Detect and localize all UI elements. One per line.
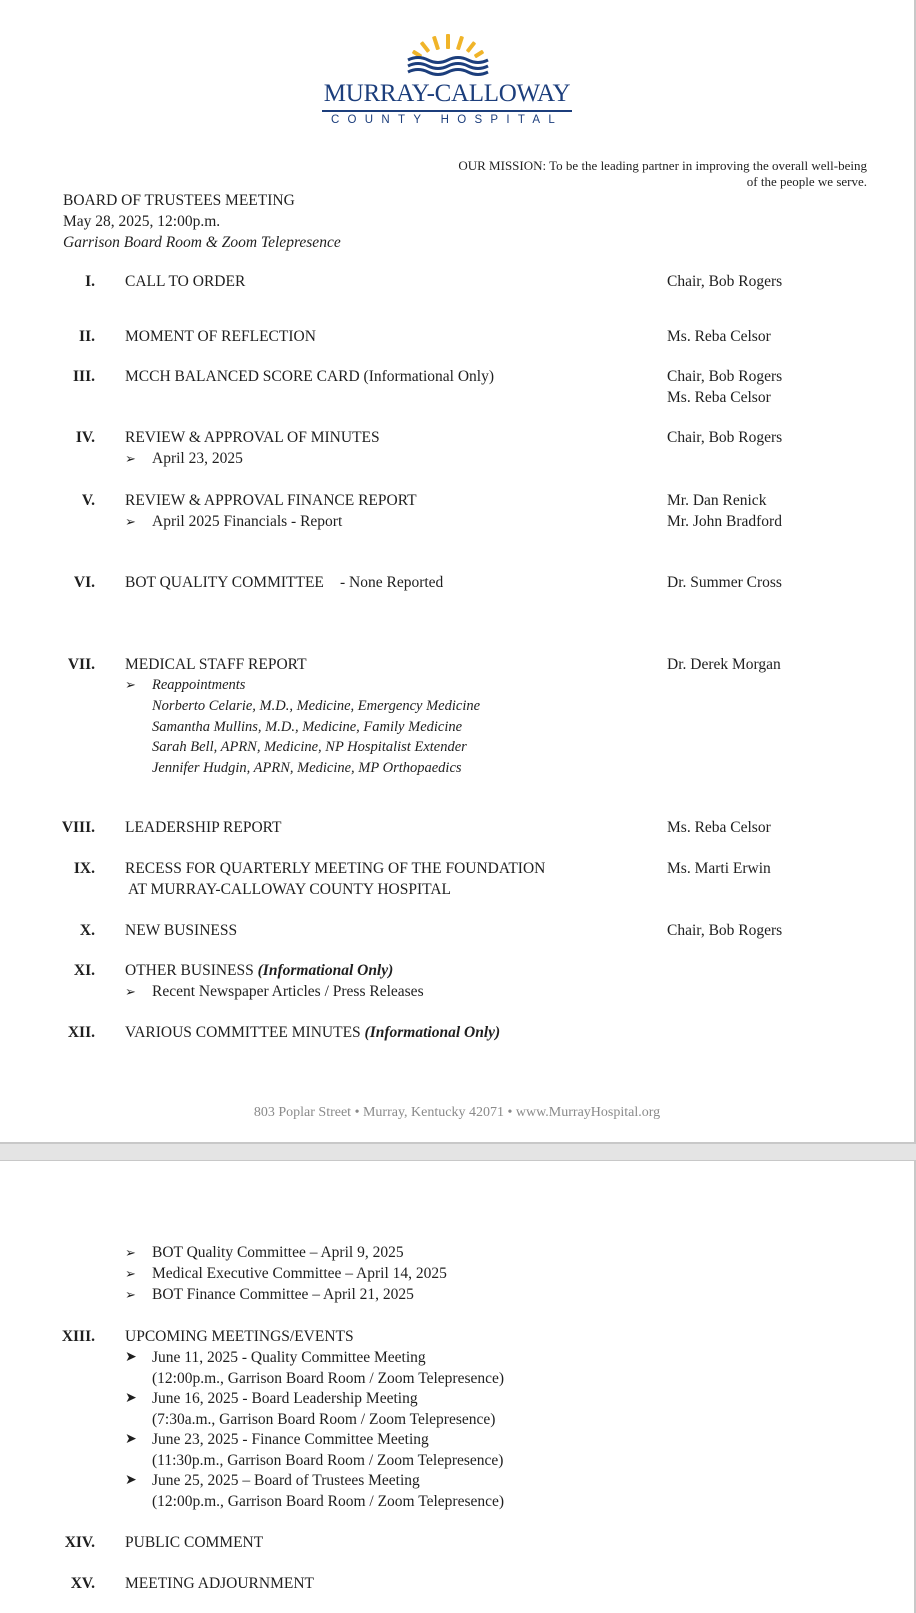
agenda-presenter: Dr. Derek Morgan	[667, 656, 781, 673]
mission-line-2: of the people we serve.	[746, 174, 867, 189]
logo-wordmark: MURRAY-CALLOWAY	[323, 80, 571, 107]
agenda-number: VII.	[67, 656, 95, 673]
appointee-name: Norberto Celarie, M.D., Medicine, Emergency Medicine	[152, 698, 481, 714]
agenda-presenter: Ms. Reba Celsor	[667, 328, 771, 345]
agenda-presenter: Ms. Reba Celsor	[667, 819, 771, 836]
agenda-item-title-line-2: AT MURRAY-CALLOWAY COUNTY HOSPITAL	[128, 881, 451, 898]
agenda-item-title: NEW BUSINESS	[125, 922, 238, 939]
arrowhead-bullet-icon: ➢	[125, 1245, 136, 1260]
agenda-subitem: Reappointments	[152, 677, 246, 693]
agenda-number: XII.	[67, 1024, 95, 1041]
event-detail: (12:00p.m., Garrison Board Room / Zoom Telepresence)	[152, 1370, 505, 1387]
agenda-number: XV.	[70, 1575, 95, 1592]
logo-divider	[322, 110, 572, 112]
agenda-item-title-row	[125, 1023, 500, 1043]
agenda-presenter: Chair, Bob Rogers	[667, 273, 783, 290]
event-detail: (12:00p.m., Garrison Board Room / Zoom Telepresence)	[152, 1493, 505, 1510]
agenda-presenter: Chair, Bob Rogers	[667, 429, 783, 446]
meeting-title: BOARD OF TRUSTEES MEETING	[63, 192, 295, 209]
agenda-item-title: LEADERSHIP REPORT	[125, 819, 282, 836]
agenda-item-title: UPCOMING MEETINGS/EVENTS	[125, 1328, 354, 1345]
agenda-number: VI.	[73, 574, 95, 591]
committee-minutes-item: BOT Finance Committee – April 21, 2025	[152, 1286, 414, 1303]
agenda-presenter: Chair, Bob Rogers	[667, 922, 783, 939]
agenda-item-title: REVIEW & APPROVAL FINANCE REPORT	[125, 492, 417, 509]
agenda-number: IX.	[73, 860, 95, 877]
agenda-item-title: VARIOUS COMMITTEE MINUTES	[125, 1024, 361, 1041]
agenda-item-title: MOMENT OF REFLECTION	[125, 328, 316, 345]
arrowhead-bullet-icon: ➢	[125, 984, 136, 999]
arrowhead-bullet-icon: ➤	[125, 1350, 137, 1365]
agenda-presenter: Ms. Reba Celsor	[667, 389, 771, 406]
agenda-item-title: BOT QUALITY COMMITTEE	[125, 574, 324, 591]
agenda-item-note: (Informational Only)	[364, 1024, 501, 1041]
event-title: June 25, 2025 – Board of Trustees Meeting	[152, 1472, 420, 1489]
agenda-presenter: Mr. John Bradford	[667, 513, 782, 530]
logo-subtitle: COUNTY HOSPITAL	[330, 114, 564, 126]
agenda-number: XI.	[73, 962, 95, 979]
agenda-subitem: April 23, 2025	[152, 450, 243, 467]
agenda-item-title: MEETING ADJOURNMENT	[125, 1575, 315, 1592]
arrowhead-bullet-icon: ➢	[125, 1287, 136, 1302]
meeting-location: Garrison Board Room & Zoom Telepresence	[63, 234, 341, 251]
agenda-number: I.	[85, 273, 95, 290]
agenda-presenter: Chair, Bob Rogers	[667, 368, 783, 385]
agenda-item-title: MCCH BALANCED SCORE CARD (Informational Only)	[125, 368, 494, 385]
arrowhead-bullet-icon: ➤	[125, 1473, 137, 1488]
committee-minutes-item: BOT Quality Committee – April 9, 2025	[152, 1244, 404, 1261]
mission-statement	[380, 158, 867, 190]
arrowhead-bullet-icon: ➢	[125, 514, 136, 529]
agenda-item-title-row	[125, 961, 393, 981]
page-2	[0, 1160, 916, 1613]
agenda-subitem: Recent Newspaper Articles / Press Releases	[152, 983, 424, 1000]
agenda-number: II.	[79, 328, 95, 345]
agenda-item-title: OTHER BUSINESS	[125, 962, 254, 979]
page-footer-address: 803 Poplar Street • Murray, Kentucky 42071 • www.MurrayHospital.org	[253, 1105, 661, 1120]
agenda-item-note: (Informational Only)	[257, 962, 394, 979]
event-detail: (7:30a.m., Garrison Board Room / Zoom Telepresence)	[152, 1411, 496, 1428]
agenda-subitem: April 2025 Financials - Report	[152, 513, 343, 530]
agenda-presenter: Dr. Summer Cross	[667, 574, 782, 591]
meeting-date: May 28, 2025, 12:00p.m.	[63, 213, 221, 230]
arrowhead-bullet-icon: ➢	[125, 451, 136, 466]
agenda-number: XIII.	[61, 1328, 95, 1345]
agenda-number: III.	[73, 368, 95, 385]
event-title: June 16, 2025 - Board Leadership Meeting	[152, 1390, 418, 1407]
mission-line-1: OUR MISSION: To be the leading partner in improving the overall well-being	[458, 158, 867, 173]
arrowhead-bullet-icon: ➢	[125, 1266, 136, 1281]
agenda-item-title: MEDICAL STAFF REPORT	[125, 656, 307, 673]
agenda-item-note: - None Reported	[340, 574, 444, 591]
event-title: June 23, 2025 - Finance Committee Meeting	[152, 1431, 429, 1448]
agenda-item-title: RECESS FOR QUARTERLY MEETING OF THE FOUNDATION	[125, 860, 546, 877]
committee-minutes-item: Medical Executive Committee – April 14, 2025	[152, 1265, 447, 1282]
agenda-item-title: PUBLIC COMMENT	[125, 1534, 264, 1551]
agenda-number: IV.	[75, 429, 95, 446]
agenda-number: XIV.	[64, 1534, 95, 1551]
appointee-name: Samantha Mullins, M.D., Medicine, Family Medicine	[152, 719, 463, 735]
arrowhead-bullet-icon: ➢	[125, 677, 136, 692]
agenda-number: X.	[79, 922, 95, 939]
appointee-name: Sarah Bell, APRN, Medicine, NP Hospitalist Extender	[152, 739, 467, 755]
agenda-presenter: Ms. Marti Erwin	[667, 860, 771, 877]
agenda-item-title: REVIEW & APPROVAL OF MINUTES	[125, 429, 380, 446]
appointee-name: Jennifer Hudgin, APRN, Medicine, MP Orthopaedics	[152, 760, 462, 776]
agenda-number: VIII.	[61, 819, 95, 836]
arrowhead-bullet-icon: ➤	[125, 1391, 137, 1406]
arrowhead-bullet-icon: ➤	[125, 1432, 137, 1447]
event-detail: (11:30p.m., Garrison Board Room / Zoom Telepresence)	[152, 1452, 504, 1469]
event-title: June 11, 2025 - Quality Committee Meeting	[152, 1349, 426, 1366]
agenda-presenter: Mr. Dan Renick	[667, 492, 767, 509]
agenda-number: V.	[81, 492, 95, 509]
agenda-item-title: CALL TO ORDER	[125, 273, 246, 290]
